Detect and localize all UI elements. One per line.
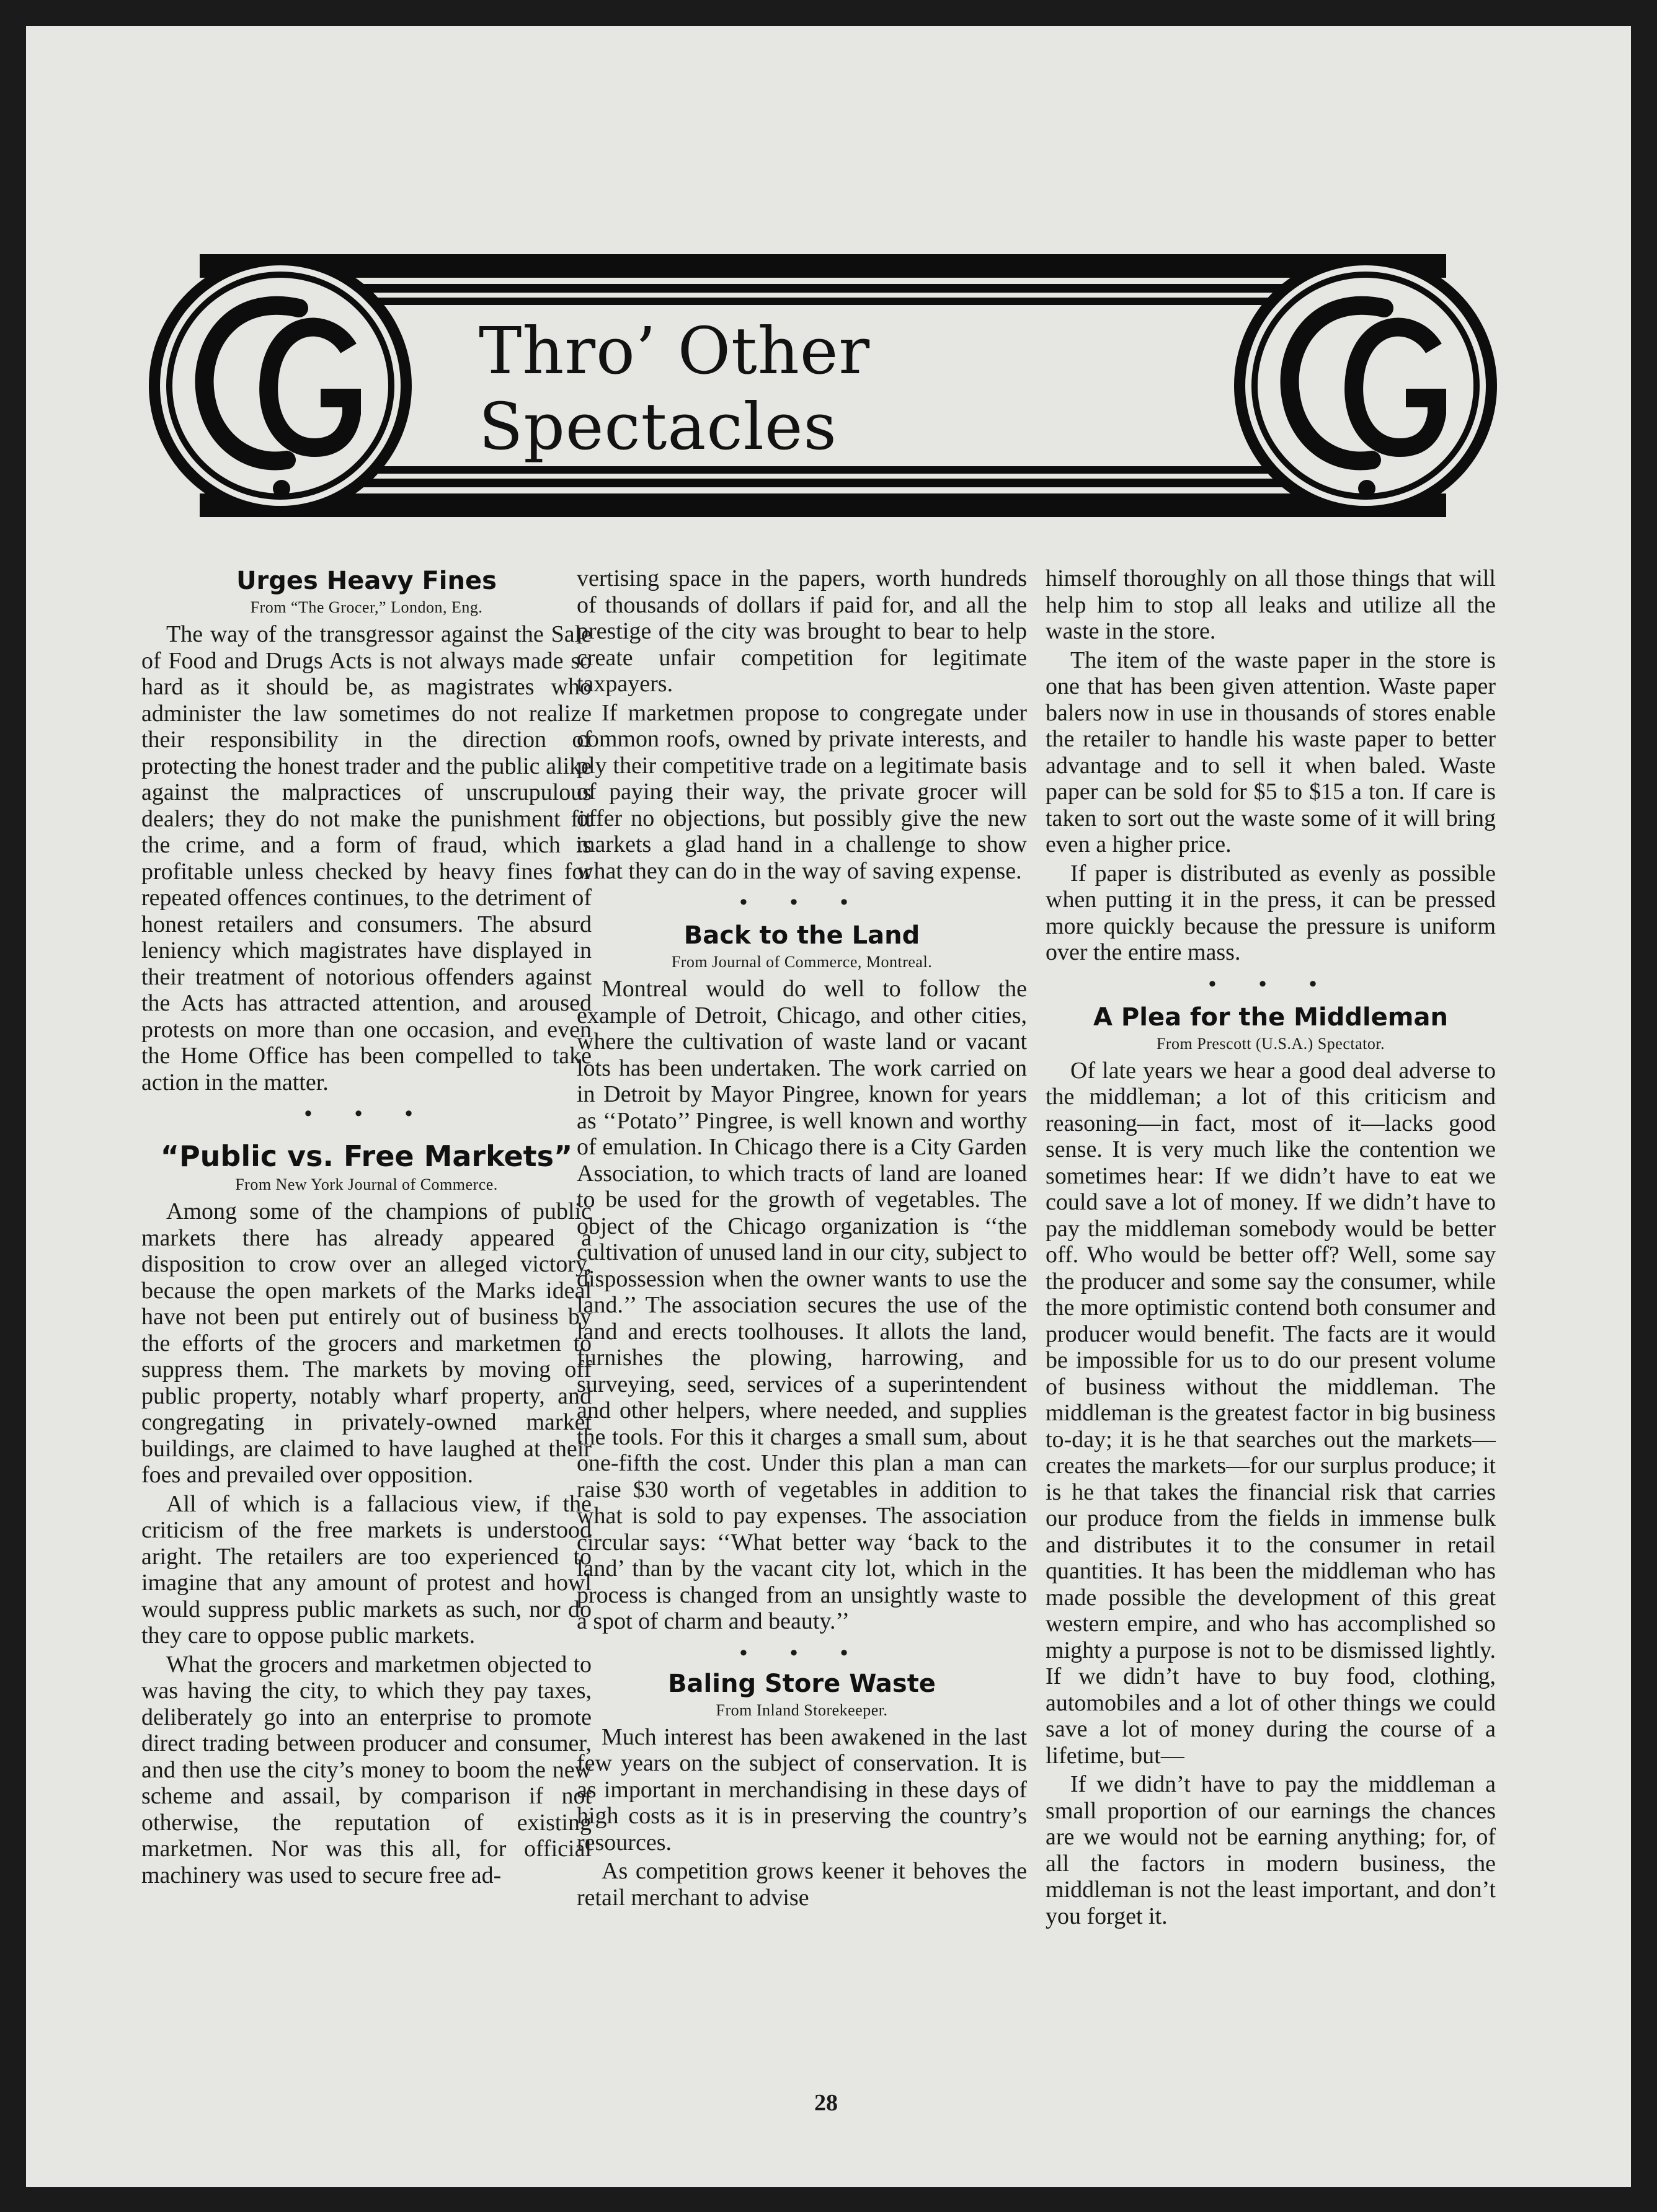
text-column-2	[577, 565, 1027, 2078]
article-headline: Back to the Land	[683, 921, 920, 950]
article-paragraph: What the grocers and marketmen objected to was having the city, to which they pay taxes, deliberately go into an enterprise to promote direct trading between producer and consumer, and then use the city’s money to boom the new scheme and assail, by comparison if not otherwise, the reputation of existing marketmen. Nor was this all, for official machinery was used to secure free ad-	[141, 1651, 592, 1888]
article-paragraph: himself thoroughly on all those things that will help him to stop all leaks and utilize all the waste in the store.	[1046, 565, 1496, 644]
article-paragraph: Montreal would do well to follow the example of Detroit, Chicago, and other cities, where the cultivation of waste land or vacant lots has been undertaken. The work carried on in Detroit by Mayor Pingree, known for years as ‘‘Potato’’ Pingree, is well known and worthy of emulation. In Chicago there is a City Garden Association, to which tracts of land are loaned to be used for the growth of vegetables. The object of the Chicago organization is ‘‘the cultivation of unused land in our city, subject to dispossession when the owner wants to use the land.’’ The association secures the use of the land and erects toolhouses. It allots the land, furnishes the plowing, harrowing, and surveying, seed, services of a superintendent and other helpers, where needed, and supplies the tools. For this it charges a small sum, about one-fifth the cost. Under this plan a man can raise $30 worth of vegetables in addition to what is sold to pay expenses. The association circular says: ‘‘What better way ‘back to the land’ than by the vacant city lot, which in the process is changed from an unsightly waste to a spot of charm and beauty.’’	[577, 976, 1027, 1634]
article-source: From Prescott (U.S.A.) Spectator.	[1156, 1034, 1385, 1053]
article-paragraph: vertising space in the papers, worth hundreds of thousands of dollars if paid for, and all the prestige of the city was brought to bear to help create unfair competition for legitimate taxpayers.	[577, 565, 1027, 697]
article-headline: Urges Heavy Fines	[236, 567, 497, 595]
article-paragraph: The way of the transgressor against the Sale of Food and Drugs Acts is not always made so hard as it should be, as magistrates who administer the law sometimes do not realize their responsibility in the direction of protecting the honest trader and the public alike against the malpractices of unscrupulous dealers; they do not make the punishment fit the crime, and a form of fraud, which is profitable unless checked by heavy fines for repeated offences continues, to the detriment of honest retailers and consumers. The absurd leniency which magistrates have displayed in their treatment of notorious offenders against the Acts has attracted attention, and aroused protests on more than one occasion, and even the Home Office has been compelled to take action in the matter.	[141, 621, 592, 1095]
article-paragraph: If we didn’t have to pay the middleman a small proportion of our earnings the chances are we would not be earning anything; for, of all the factors in modern business, the middleman is not the least important, and don’t you forget it.	[1046, 1771, 1496, 1929]
article-headline: A Plea for the Middleman	[1093, 1002, 1448, 1032]
article-paragraph: The item of the waste paper in the store is one that has been given attention. Waste paper balers now in use in thousands of stores enable the retailer to handle his waste paper to better advantage and to sell it when baled. Waste paper can be sold for $5 to $15 a ton. If care is taken to sort out the waste some of it will bring even a higher price.	[1046, 647, 1496, 857]
text-column-1	[141, 565, 592, 2078]
section-banner	[131, 212, 1514, 559]
cg-monogram-seal-right	[1229, 249, 1502, 522]
article-headline: “Public vs. Free Markets”	[160, 1139, 573, 1173]
section-separator: • • •	[737, 1641, 866, 1665]
article-source: From “The Grocer,” London, Eng.	[250, 598, 483, 616]
article-paragraph: As competition grows keener it behoves the retail merchant to advise	[577, 1858, 1027, 1911]
banner-title: Thro’ Other Spectacles	[479, 313, 871, 464]
cg-monogram-seal-left	[144, 249, 417, 522]
article-source: From Journal of Commerce, Montreal.	[671, 953, 933, 971]
article-paragraph: If marketmen propose to congregate under common roofs, owned by private interests, and ply their competitive trade on a legitimate basis of paying their way, the private grocer will offer no objections, but possibly give the new markets a glad hand in a challenge to show what they can do in the way of saving expense.	[577, 699, 1027, 884]
page-number: 28	[814, 2090, 838, 2116]
article-paragraph: Much interest has been awakened in the last few years on the subject of conservation. It is as important in merchandising in these days of high costs as it is in preserving the country’s resources.	[577, 1723, 1027, 1856]
section-separator: • • •	[302, 1102, 431, 1126]
text-column-3	[1046, 565, 1496, 2078]
section-separator: • • •	[737, 891, 866, 914]
article-paragraph: Among some of the champions of public markets there has already appeared a disposition to crow over an alleged victory, because the open markets of the Marks ideal have not been put entirely out of business by the efforts of the grocers and marketmen to suppress them. The markets by moving off public property, notably wharf property, and congregating in privately-owned market buildings, are claimed to have laughed at their foes and prevailed over opposition.	[141, 1198, 592, 1488]
article-paragraph: If paper is distributed as evenly as possible when putting it in the press, it can be pressed more quickly because the pressure is uniform over the entire mass.	[1046, 860, 1496, 965]
article-paragraph: All of which is a fallacious view, if the criticism of the free markets is understood aright. The retailers are too experienced to imagine that any amount of protest and howl would suppress public markets as such, nor do they care to oppose public markets.	[141, 1490, 592, 1648]
article-paragraph: Of late years we hear a good deal adverse to the middleman; a lot of this criticism and reasoning—in fact, most of it—lacks good sense. It is very much like the contention we sometimes hear: If we didn’t have to eat we could save a lot of money. If we didn’t have to pay the middleman somebody would be better off. Who would be better off? Well, some say the producer and some say the consumer, while the more optimistic contend both consumer and producer would benefit. The facts are it would be impossible for us to do our present volume of business without the middleman. The middleman is the greatest factor in big business to-day; it is he that searches out the markets—creates the markets—for our surplus produce; it is he that takes the financial risk that carries our produce from the fields in immense bulk and distributes it to the consumer in retail quantities. It has been the middleman who has made possible the development of this great western empire, and who has accomplished so mighty a purpose is not to be dismissed lightly. If we didn’t have to buy food, clothing, automobiles and a lot of other things we could save a lot of money during the course of a lifetime, but—	[1046, 1057, 1496, 1769]
magazine-page	[26, 26, 1631, 2187]
article-source: From Inland Storekeeper.	[716, 1701, 888, 1719]
section-separator: • • •	[1206, 972, 1335, 996]
article-headline: Baling Store Waste	[668, 1669, 936, 1698]
article-source: From New York Journal of Commerce.	[235, 1175, 498, 1193]
